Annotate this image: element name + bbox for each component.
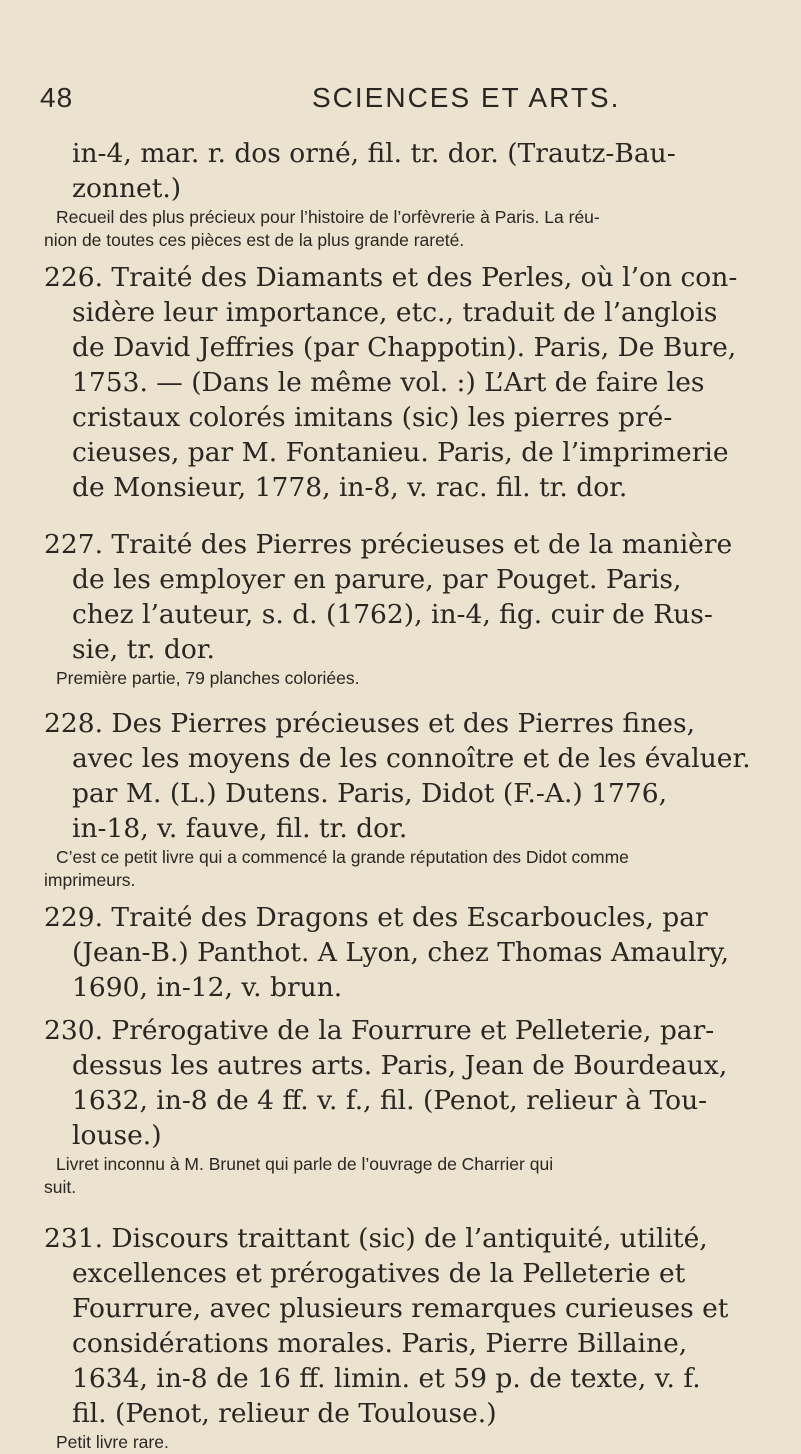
entry-line: louse.) <box>72 1120 162 1151</box>
entry-line: Fourrure, avec plusieurs remarques curieuses et <box>72 1293 729 1324</box>
catalogue-entry <box>44 260 760 505</box>
catalogue-entry <box>44 900 760 1005</box>
catalogue-entry <box>44 1221 760 1454</box>
catalogue-entry <box>44 136 760 252</box>
entry-line: de Monsieur, 1778, in-8, v. rac. fil. tr. dor. <box>72 472 628 503</box>
entry-line: (Jean-B.) Panthot. A Lyon, chez Thomas Amaulry, <box>72 937 730 968</box>
entry-note: Recueil des plus précieux pour l’histoire de l’orfèvrerie à Paris. La réu- <box>56 207 600 227</box>
entry-line: fil. (Penot, relieur de Toulouse.) <box>72 1398 497 1429</box>
page-header <box>40 82 761 122</box>
entry-line: cristaux colorés imitans (sic) les pierres pré- <box>72 402 673 433</box>
catalogue-entry <box>44 1013 760 1199</box>
entry-line: in-4, mar. r. dos orné, fil. tr. dor. (Trautz-Bau- <box>72 138 676 169</box>
entry-note: Première partie, 79 planches coloriées. <box>56 668 360 688</box>
catalogue-entry <box>44 527 760 690</box>
entry-line: excellences et prérogatives de la Pelleterie et <box>72 1258 686 1289</box>
entry-line: sidère leur importance, etc., traduit de l’anglois <box>72 297 718 328</box>
entry-line: dessus les autres arts. Paris, Jean de Bourdeaux, <box>72 1050 728 1081</box>
entry-line: par M. (L.) Dutens. Paris, Didot (F.-A.) 1776, <box>72 778 668 809</box>
entry-note: C’est ce petit livre qui a commencé la grande réputation des Didot comme <box>56 847 629 867</box>
entry-line: sie, tr. dor. <box>72 634 215 665</box>
entry-line: 230. Prérogative de la Fourrure et Pelleterie, par- <box>44 1015 715 1046</box>
entry-line: 226. Traité des Diamants et des Perles, où l’on con- <box>44 262 738 293</box>
entry-line: avec les moyens de les connoître et de les évaluer. <box>72 743 751 774</box>
entry-line: de les employer en parure, par Pouget. Paris, <box>72 564 682 595</box>
running-head: SCIENCES ET ARTS. <box>312 82 621 113</box>
entry-line: 231. Discours traittant (sic) de l’antiquité, utilité, <box>44 1223 708 1254</box>
entry-line: 229. Traité des Dragons et des Escarboucles, par <box>44 902 708 933</box>
entry-line: 228. Des Pierres précieuses et des Pierres fines, <box>44 708 695 739</box>
entry-note: nion de toutes ces pièces est de la plus grande rareté. <box>44 230 465 250</box>
entry-line: in-18, v. fauve, fil. tr. dor. <box>72 813 408 844</box>
entry-note: Livret inconnu à M. Brunet qui parle de l’ouvrage de Charrier qui <box>56 1154 554 1174</box>
entry-line: 1632, in-8 de 4 ff. v. f., fil. (Penot, relieur à Tou- <box>72 1085 708 1116</box>
entry-line: considérations morales. Paris, Pierre Billaine, <box>72 1328 688 1359</box>
entry-line: zonnet.) <box>72 173 182 204</box>
catalogue-entry <box>44 706 760 892</box>
entry-line: chez l’auteur, s. d. (1762), in-4, fig. cuir de Rus- <box>72 599 713 630</box>
entry-line: cieuses, par M. Fontanieu. Paris, de l’imprimerie <box>72 437 729 468</box>
entry-line: 227. Traité des Pierres précieuses et de la manière <box>44 529 733 560</box>
entry-note: Petit livre rare. <box>56 1432 169 1452</box>
entry-line: 1634, in-8 de 16 ff. limin. et 59 p. de texte, v. f. <box>72 1363 701 1394</box>
page-number: 48 <box>40 82 74 113</box>
entry-line: de David Jeffries (par Chappotin). Paris, De Bure, <box>72 332 737 363</box>
entry-line: 1753. — (Dans le même vol. :) L’Art de faire les <box>72 367 705 398</box>
entry-note: suit. <box>44 1177 77 1197</box>
entry-line: 1690, in-12, v. brun. <box>72 972 343 1003</box>
entry-note: imprimeurs. <box>44 870 136 890</box>
catalogue-entries <box>44 136 760 1454</box>
